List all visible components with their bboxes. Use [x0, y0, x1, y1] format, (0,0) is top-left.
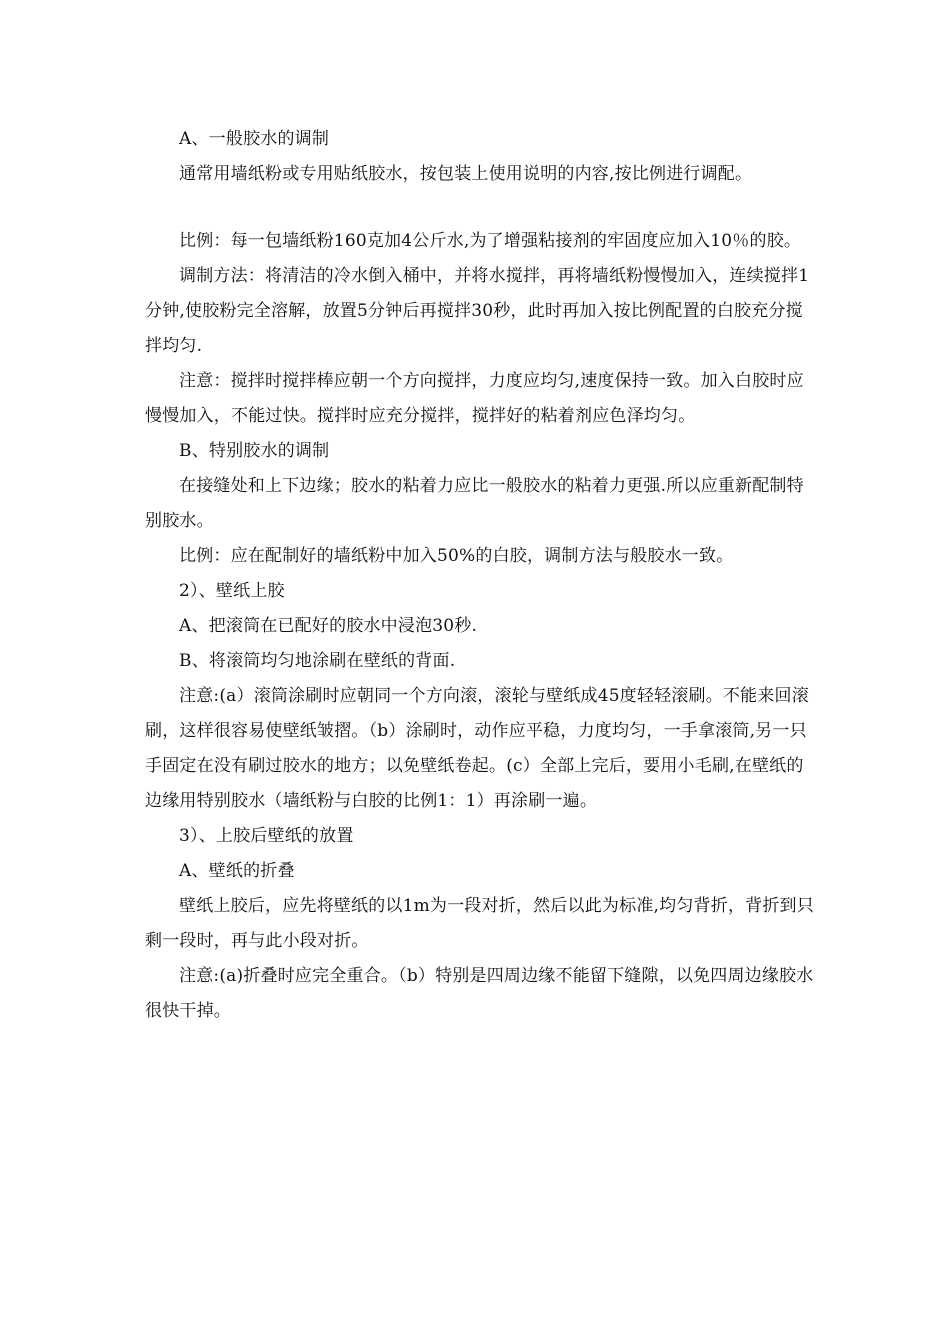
paragraph-ratio: 比例：每一包墙纸粉160克加4公斤水,为了增强粘接剂的牢固度应加入10％的胶。: [179, 231, 802, 251]
paragraph-method: 调制方法：将清洁的冷水倒入桶中，并将水搅拌，再将墙纸粉慢慢加入，连续搅拌1分钟,使胶粉完全溶解，放置5分钟后再搅拌30秒，此时再加入按比例配置的白胶充分搅拌均匀.: [145, 266, 810, 356]
paragraph-soak-roller: A、把滚筒在已配好的胶水中浸泡30秒.: [179, 616, 478, 636]
paragraph-apply-roller: B、将滚筒均匀地涂刷在壁纸的背面.: [179, 651, 456, 671]
paragraph-gap: [145, 192, 815, 224]
section-heading-3: 3）、上胶后壁纸的放置: [179, 826, 354, 846]
paragraph-note-mixing: 注意：搅拌时搅拌棒应朝一个方向搅拌，力度应均匀,速度保持一致。加入白胶时应慢慢加入，不能过快。搅拌时应充分搅拌，搅拌好的粘着剂应色泽均匀。: [145, 371, 804, 426]
paragraph-note-rolling: 注意:(a）滚筒涂刷时应朝同一个方向滚，滚轮与壁纸成45度轻轻滚刷。不能来回滚刷，这样很容易使壁纸皱摺。（b）涂刷时，动作应平稳，力度均匀，一手拿滚筒,另一只手固定在没有刷过胶水的地方；以免壁纸卷起。(c）全部上完后，要用小毛刷,在壁纸的边缘用特别胶水（墙纸粉与白胶的比例1：1）再涂刷一遍。: [145, 686, 809, 811]
section-heading-folding: A、壁纸的折叠: [179, 861, 295, 881]
paragraph-general-glue: 通常用墙纸粉或专用贴纸胶水，按包装上使用说明的内容,按比例进行调配。: [179, 164, 753, 184]
document-body: [145, 122, 815, 1029]
paragraph-special-glue: 在接缝处和上下边缘；胶水的粘着力应比一般胶水的粘着力更强.所以应重新配制特别胶水。: [145, 476, 804, 531]
section-heading-b: B、特别胶水的调制: [179, 441, 330, 461]
section-heading-a: A、一般胶水的调制: [179, 129, 330, 149]
section-heading-2: 2）、壁纸上胶: [179, 581, 285, 601]
paragraph-note-folding: 注意:(a)折叠时应完全重合。（b）特别是四周边缘不能留下缝隙，以免四周边缘胶水很快干掉。: [145, 966, 814, 1021]
paragraph-special-ratio: 比例：应在配制好的墙纸粉中加入50%的白胶，调制方法与般胶水一致。: [179, 546, 734, 566]
paragraph-folding: 壁纸上胶后，应先将壁纸的以1m为一段对折，然后以此为标准,均匀背折，背折到只剩一段时，再与此小段对折。: [145, 896, 814, 951]
